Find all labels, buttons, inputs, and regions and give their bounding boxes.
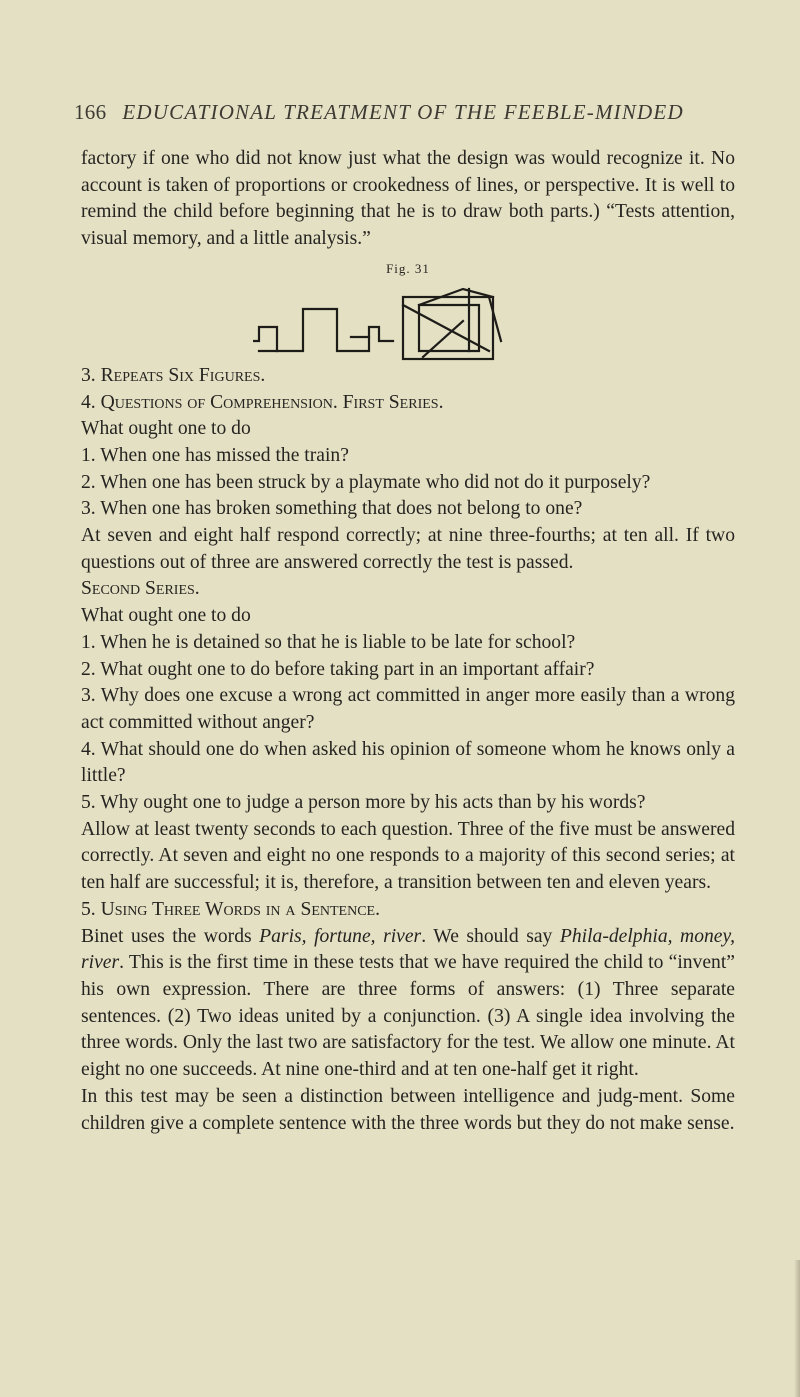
body-text	[81, 146, 735, 1137]
figure-31	[81, 279, 735, 363]
section-5-heading: 5. Using Three Words in a Sentence.	[81, 898, 380, 920]
first-series-q2: 2. When one has been struck by a playmate who did not do it purposely?	[81, 471, 651, 493]
running-head	[74, 100, 734, 125]
second-series-heading: Second Series.	[81, 578, 200, 600]
second-series-q1: 1. When he is detained so that he is liable to be late for school?	[81, 631, 576, 653]
page-number: 166	[74, 100, 107, 124]
first-series-q1: 1. When one has missed the train?	[81, 444, 349, 466]
figure-caption: Fig. 31	[386, 260, 430, 276]
right-figure-side	[489, 297, 501, 341]
section-5-pre: Binet uses the words	[81, 925, 260, 947]
section-4-heading: 4. Questions of Comprehension. First Series.	[81, 391, 444, 413]
section-3-heading: 3. Repeats Six Figures.	[81, 364, 266, 386]
section-5-post: . This is the first time in these tests that we have required the child to “invent” his own expression. There are three forms of answers: (1) Three separate sentences. (2) Two ideas united by a conjunction. (3) A single idea involving the three words. Only the last two are satisfactory for the test. We allow one minute. At eight no one succeeds. At nine one-third and at ten one-half get it right.	[81, 952, 735, 1081]
second-series-q4: 4. What should one do when asked his opinion of someone whom he knows only a little?	[81, 738, 735, 787]
left-figure-outline	[253, 309, 393, 351]
intro-paragraph: factory if one who did not know just what the design was would recognize it. No account is taken of proportions or crookedness of lines, or perspective. It is well to remind the child before beginning that he is to draw both parts.) “Tests attention, visual memory, and a little analysis.”	[81, 148, 735, 250]
binet-words: Paris, fortune, river	[259, 925, 422, 947]
first-series-lead: What ought one to do	[81, 418, 251, 440]
second-series-lead: What ought one to do	[81, 605, 251, 627]
section-5-mid: . We should say	[421, 925, 560, 947]
closing-paragraph: In this test may be seen a distinction between intelligence and judg-ment. Some children give a complete sentence with the three words but they do not make sense.	[81, 1085, 735, 1134]
section-5-body	[81, 924, 735, 1084]
right-figure-diagonal	[403, 305, 489, 351]
second-series-q2: 2. What ought one to do before taking part in an important affair?	[81, 658, 595, 680]
second-series-q5: 5. Why ought one to judge a person more by his acts than by his words?	[81, 792, 646, 814]
running-title: EDUCATIONAL TREATMENT OF THE FEEBLE-MINDED	[122, 100, 684, 124]
figure-31-drawing	[253, 281, 553, 363]
page-edge-shadow	[794, 1260, 800, 1397]
second-series-q3: 3. Why does one excuse a wrong act committed in anger more easily than a wrong act committed without anger?	[81, 685, 735, 733]
first-series-q3: 3. When one has broken something that does not belong to one?	[81, 498, 583, 520]
first-series-note: At seven and eight half respond correctly; at nine three-fourths; at ten all. If two questions out of three are answered correctly the test is passed.	[81, 525, 735, 573]
our-words: Phila-delphia, money, river	[81, 925, 736, 974]
second-series-note: Allow at least twenty seconds to each question. Three of the five must be answered correctly. At seven and eight no one responds to a majority of this second series; at ten half are successful; it is, therefore, a transition between ten and eleven years.	[81, 818, 735, 894]
